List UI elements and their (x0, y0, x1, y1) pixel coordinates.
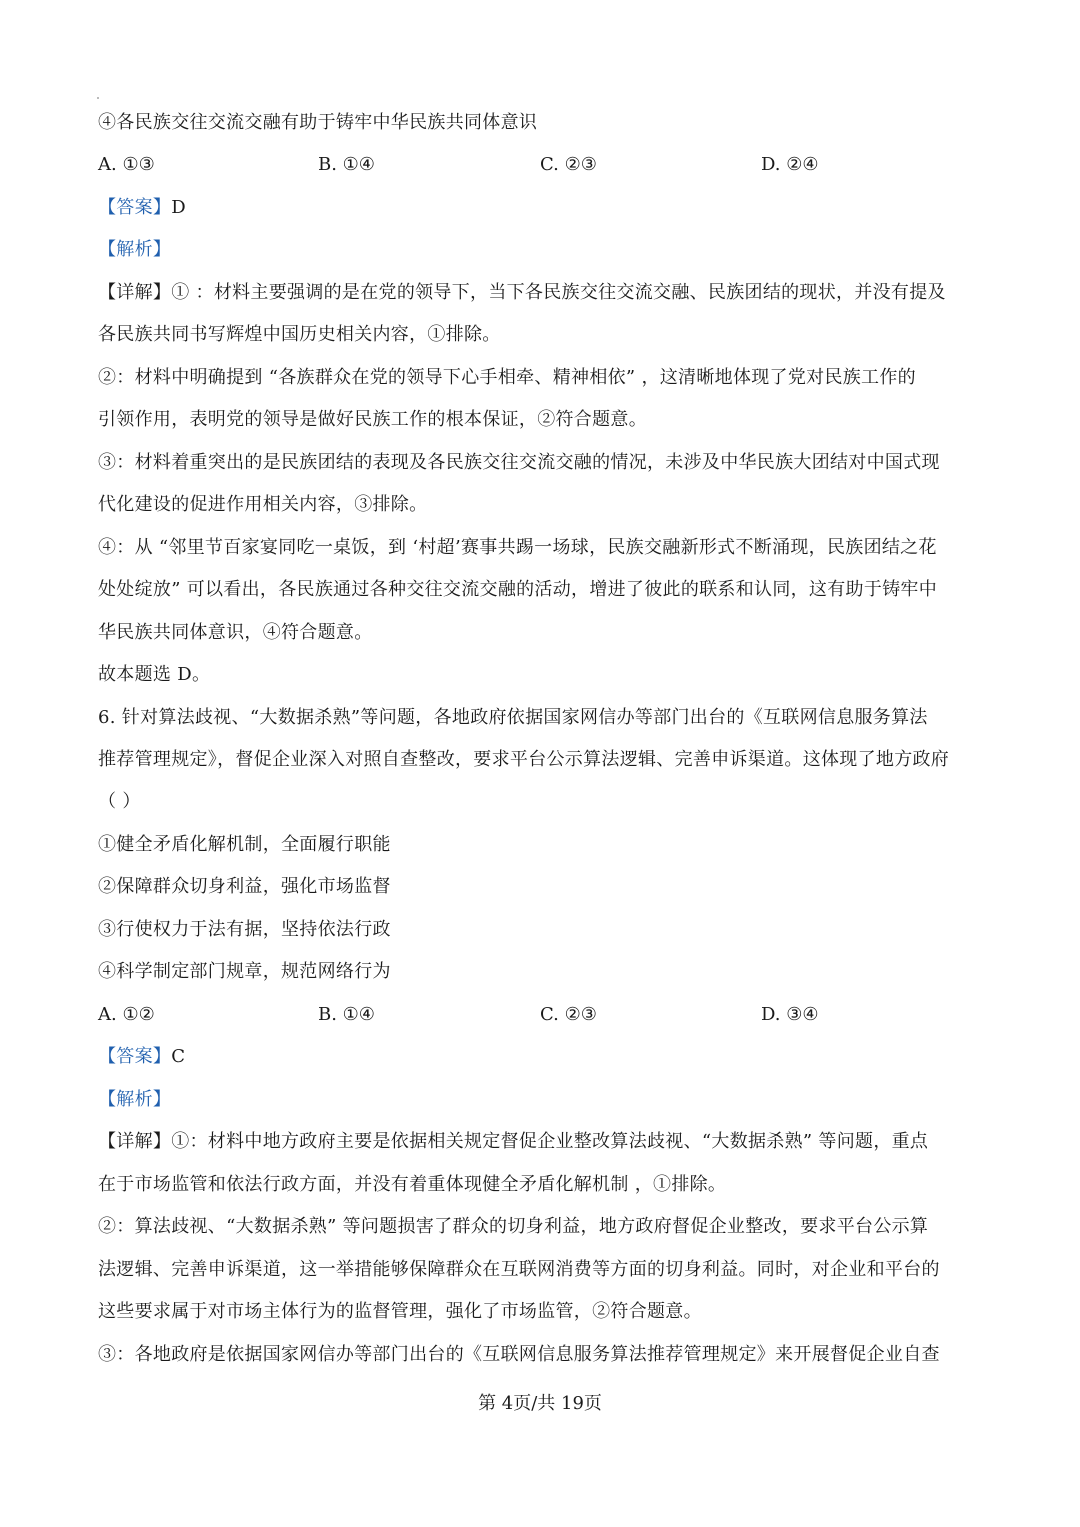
q6-statement-3: ③行使权力于法有据，坚持依法行政 (98, 919, 391, 940)
q5-answer (98, 195, 988, 221)
q6-options (98, 1002, 988, 1028)
q5-detail-line: ②：材料中明确提到 “各族群众在党的领导下心手相牵、精神相依” ，这清晰地体现了党对民族工作的 (98, 367, 916, 388)
q6-detail-line: 这些要求属于对市场主体行为的监督管理，强化了市场监管，②符合题意。 (98, 1301, 702, 1322)
q6-stem-line: 推荐管理规定》，督促企业深入对照自查整改，要求平台公示算法逻辑、完善申诉渠道。这体现了地方政府 (98, 749, 950, 770)
q6-statement-4: ④科学制定部门规章，规范网络行为 (98, 961, 391, 982)
q6-statement-1: ①健全矛盾化解机制，全面履行职能 (98, 834, 391, 855)
q5-options (98, 152, 988, 178)
q6-statement-2: ②保障群众切身利益，强化市场监督 (98, 876, 391, 897)
q6-option-b: B. ①④ (318, 1004, 375, 1025)
q6-option-d: D. ③④ (761, 1004, 819, 1025)
q6-stem-line: 6. 针对算法歧视、“大数据杀熟”等问题，各地政府依据国家网信办等部门出台的《互联网信息服务算法 (98, 707, 928, 728)
q5-detail-line: ④：从 “邻里节百家宴同吃一桌饭，到 ‘村超’赛事共踢一场球，民族交融新形式不断涌现，民族团结之花 (98, 537, 937, 558)
q5-detail-line: 【详解】① ：材料主要强调的是在党的领导下，当下各民族交往交流交融、民族团结的现状，并没有提及 (98, 282, 946, 303)
answer-tag: 【答案】 (98, 197, 172, 218)
q5-option-b: B. ①④ (318, 154, 375, 175)
q5-statement-4: ④各民族交往交流交融有助于铸牢中华民族共同体意识 (98, 112, 538, 133)
page-number: 第 4页/共 19页 (478, 1393, 602, 1414)
q5-detail-line: 华民族共同体意识，④符合题意。 (98, 622, 373, 643)
q6-analysis-heading (98, 1087, 988, 1113)
analysis-tag: 【解析】 (98, 1089, 172, 1110)
q5-detail-line: 处处绽放” 可以看出，各民族通过各种交往交流交融的活动，增进了彼此的联系和认同，这有助于铸牢中 (98, 579, 938, 600)
q5-conclusion: 故本题选 D。 (98, 664, 211, 685)
q6-option-c: C. ②③ (540, 1004, 597, 1025)
q6-detail-line: ②：算法歧视、“大数据杀熟” 等问题损害了群众的切身利益，地方政府督促企业整改，要求平台公示算 (98, 1216, 929, 1237)
q6-detail-line: ③：各地政府是依据国家网信办等部门出台的《互联网信息服务算法推荐管理规定》来开展督促企业自查 (98, 1344, 940, 1365)
q5-analysis-heading (98, 237, 988, 263)
q6-answer (98, 1044, 988, 1070)
answer-value: D (171, 197, 186, 218)
q5-option-d: D. ②④ (761, 154, 819, 175)
q6-blank: （ ） (98, 791, 141, 812)
answer-value: C (171, 1046, 186, 1067)
answer-tag: 【答案】 (98, 1046, 172, 1067)
scan-mark (97, 97, 99, 99)
q5-detail-line: 各民族共同书写辉煌中国历史相关内容，①排除。 (98, 324, 501, 345)
q5-option-a: A. ①③ (98, 154, 155, 175)
q5-detail-line: 代化建设的促进作用相关内容，③排除。 (98, 494, 428, 515)
q5-detail-line: 引领作用，表明党的领导是做好民族工作的根本保证，②符合题意。 (98, 409, 647, 430)
q5-detail-line: ③：材料着重突出的是民族团结的表现及各民族交往交流交融的情况，未涉及中华民族大团结对中国式现 (98, 452, 940, 473)
q6-detail-line: 法逻辑、完善申诉渠道，这一举措能够保障群众在互联网消费等方面的切身利益。同时，对企业和平台的 (98, 1259, 940, 1280)
q6-detail-line: 在于市场监管和依法行政方面，并没有着重体现健全矛盾化解机制 ，①排除。 (98, 1174, 727, 1195)
analysis-tag: 【解析】 (98, 239, 172, 260)
q5-option-c: C. ②③ (540, 154, 597, 175)
q6-option-a: A. ①② (98, 1004, 155, 1025)
q6-detail-line: 【详解】①：材料中地方政府主要是依据相关规定督促企业整改算法歧视、“大数据杀熟” 等问题，重点 (98, 1131, 929, 1152)
